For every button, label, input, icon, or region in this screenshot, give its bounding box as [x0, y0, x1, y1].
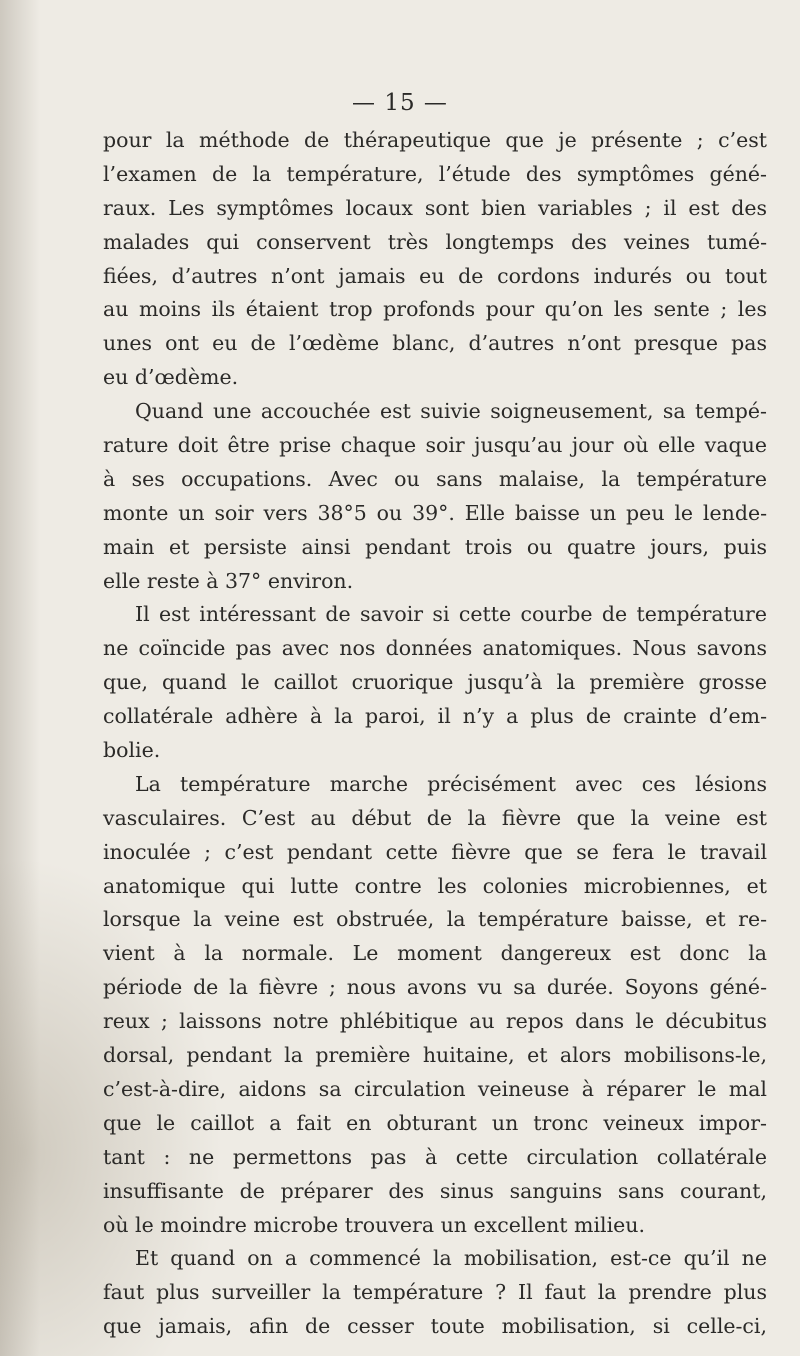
- text-line: raux. Les symptômes locaux sont bien variables ; il est des: [103, 195, 767, 220]
- text-line: La température marche précisément avec ces lésions: [135, 771, 767, 796]
- text-line: tant : ne permettons pas à cette circulation collatérale: [103, 1144, 767, 1169]
- text-line: main et persiste ainsi pendant trois ou quatre jours, puis: [103, 534, 767, 559]
- text-line: malades qui conservent très longtemps des veines tumé-: [103, 229, 767, 254]
- text-line: rature doit être prise chaque soir jusqu’au jour où elle vaque: [103, 433, 767, 458]
- paragraph: [103, 598, 767, 767]
- text-line: collatérale adhère à la paroi, il n’y a plus de crainte d’em-: [103, 704, 767, 729]
- text-line: reux ; laissons notre phlébitique au repos dans le décubitus: [103, 1009, 767, 1034]
- text-line: au moins ils étaient trop profonds pour qu’on les sente ; les: [103, 297, 767, 322]
- text-line: c’est-à-dire, aidons sa circulation veineuse à réparer le mal: [103, 1076, 767, 1101]
- text-line: lorsque la veine est obstruée, la température baisse, et re-: [103, 907, 767, 932]
- text-line: monte un soir vers 38°5 ou 39°. Elle baisse un peu le lende-: [103, 500, 767, 525]
- text-line: ne coïncide pas avec nos données anatomiques. Nous savons: [103, 636, 767, 661]
- text-line: eu d’œdème.: [103, 365, 239, 390]
- text-line: dorsal, pendant la première huitaine, et alors mobilisons-le,: [103, 1043, 767, 1068]
- paragraph: [103, 768, 767, 1242]
- page-number: — 15 —: [352, 90, 448, 116]
- text-line: que jamais, afin de cesser toute mobilisation, si celle-ci,: [103, 1314, 767, 1339]
- text-line: fiées, d’autres n’ont jamais eu de cordons indurés ou tout: [103, 263, 767, 288]
- text-line: faut plus surveiller la température ? Il faut la prendre plus: [103, 1280, 767, 1305]
- text-line: vasculaires. C’est au début de la fièvre que la veine est: [103, 805, 767, 830]
- text-line: période de la fièvre ; nous avons vu sa durée. Soyons géné-: [103, 975, 767, 1000]
- text-line: bolie.: [103, 738, 161, 763]
- text-line: où le moindre microbe trouvera un excellent milieu.: [103, 1212, 645, 1237]
- text-line: anatomique qui lutte contre les colonies microbiennes, et: [103, 873, 767, 898]
- text-line: que le caillot a fait en obturant un tronc veineux impor-: [103, 1110, 767, 1135]
- text-line: unes ont eu de l’œdème blanc, d’autres n’ont presque pas: [103, 331, 767, 356]
- text-line: Et quand on a commencé la mobilisation, est-ce qu’il ne: [135, 1246, 767, 1271]
- text-line: Quand une accouchée est suivie soigneusement, sa tempé-: [135, 399, 767, 424]
- text-line: l’examen de la température, l’étude des symptômes géné-: [103, 161, 767, 186]
- body-text: [103, 124, 767, 1344]
- text-line: insuffisante de préparer des sinus sanguins sans courant,: [103, 1178, 767, 1203]
- paragraph: [103, 395, 767, 598]
- text-line: à ses occupations. Avec ou sans malaise, la température: [103, 466, 767, 491]
- text-line: elle reste à 37° environ.: [103, 568, 354, 593]
- text-line: que, quand le caillot cruorique jusqu’à la première grosse: [103, 670, 767, 695]
- text-line: pour la méthode de thérapeutique que je présente ; c’est: [103, 128, 767, 152]
- text-line: Il est intéressant de savoir si cette courbe de température: [135, 602, 767, 627]
- text-line: inoculée ; c’est pendant cette fièvre que se fera le travail: [103, 839, 767, 864]
- paragraph: [103, 1242, 767, 1344]
- text-line: vient à la normale. Le moment dangereux est donc la: [103, 941, 767, 966]
- paragraph: [103, 124, 767, 395]
